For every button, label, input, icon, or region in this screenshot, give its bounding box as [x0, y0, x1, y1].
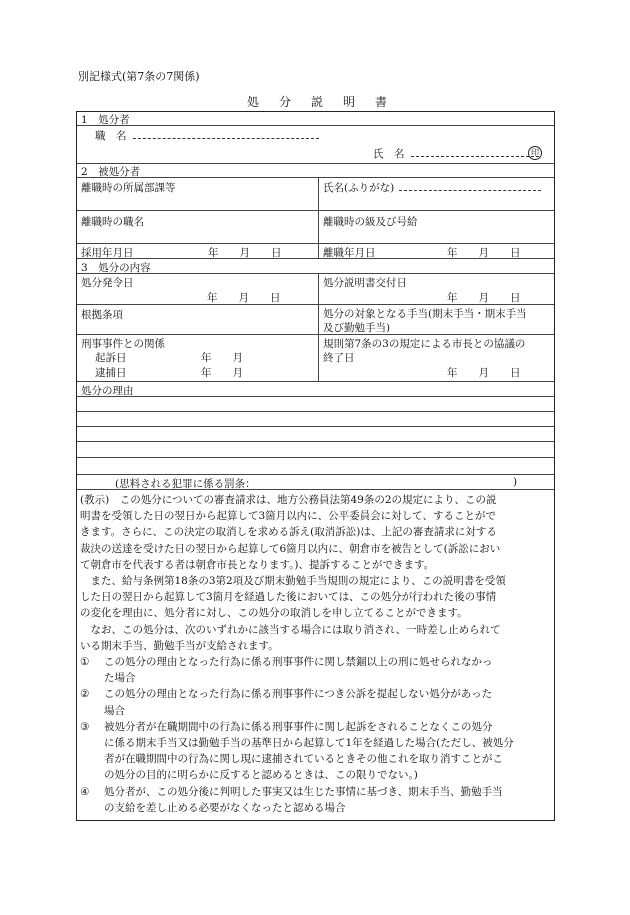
- item-text: 処分者が、この処分後に判明した事実又は生じた事情に基づき、期末手当、勤勉手当: [104, 785, 503, 798]
- list-item: [80, 719, 551, 784]
- section1-heading: 1 処分者: [81, 114, 130, 126]
- leave-post-label: 離職時の職名: [81, 216, 144, 228]
- arrest-date-label: 逮捕日: [95, 367, 127, 379]
- notice-line: きます。さらに、この決定の取消しを求める訴え(取消訴訟)は、上記の審査請求に対する: [80, 526, 497, 539]
- section3-row-criminal: [77, 335, 554, 382]
- leave-date-label: 離職年月日: [323, 247, 376, 259]
- item-marker: ③: [80, 720, 90, 733]
- item-text: 者が在職期間中の行為に関し現に逮捕されているときその他これを取り消すことがこ: [104, 753, 503, 766]
- notice-line: いる期末手当、勤勉手当が支給されます。: [80, 639, 279, 652]
- notice-line: なお、この処分は、次のいずれかに該当する場合には取り消され、一時差し止められて: [90, 623, 501, 636]
- offense-close: ): [513, 476, 518, 488]
- reason-line[interactable]: [77, 427, 554, 442]
- hire-date-value: 年 月 日: [208, 247, 282, 259]
- section3-heading-row: [77, 259, 554, 274]
- section2-row-dates: [77, 244, 554, 259]
- list-item: [80, 654, 551, 686]
- furigana-field[interactable]: [399, 181, 541, 191]
- issue-date-value: 年 月 日: [207, 292, 281, 304]
- reason-line[interactable]: [77, 442, 554, 458]
- item-text: 場合: [104, 704, 125, 717]
- section3-row-basis: [77, 305, 554, 335]
- section2-heading: 2 被処分者: [81, 166, 141, 178]
- consult-label-line2: 終了日: [323, 352, 355, 364]
- notice-line: の変化を理由に、処分者に対し、この処分の取消しを申し立てることができます。: [80, 607, 468, 620]
- section2-heading-row: [77, 164, 554, 178]
- reason-line[interactable]: [77, 397, 554, 412]
- disposer-name-field[interactable]: [411, 147, 539, 157]
- delivery-date-value: 年 月 日: [447, 292, 521, 304]
- document-title: 処分説明書: [246, 95, 407, 109]
- seal-mark: 印: [528, 146, 542, 160]
- item-text: この処分の理由となった行為に係る刑事事件に関し禁錮以上の刑に処せられなかっ: [104, 656, 493, 669]
- item-text: に係る期末手当又は勤勉手当の基準日から起算して1年を経過した場合(ただし、被処分: [104, 737, 514, 750]
- disposer-post-field[interactable]: [133, 129, 319, 139]
- notice-line: した日の翌日から起算して3箇月を経過した後においては、この処分が行われた後の事情: [80, 591, 497, 604]
- issue-date-label: 処分発令日: [81, 277, 134, 289]
- section3-heading: 3 処分の内容: [81, 262, 151, 274]
- target-label-line2: 及び勤勉手当): [323, 322, 391, 334]
- hire-date-label: 採用年月日: [81, 247, 134, 259]
- reason-line[interactable]: [77, 412, 554, 427]
- dept-label: 離職時の所属部課等: [81, 182, 176, 194]
- notice-line: 裁決の送達を受けた日の翌日から起算して6箇月以内に、朝倉市を被告として(訴訟におい: [80, 542, 501, 555]
- delivery-date-label: 処分説明書交付日: [323, 277, 407, 289]
- criminal-case-label: 刑事事件との関係: [81, 338, 165, 350]
- item-text: た場合: [104, 672, 136, 685]
- consult-label-line1: 規則第7条の3の規定による市長との協議の: [323, 338, 526, 350]
- disposer-name-label: 氏 名: [373, 148, 405, 160]
- consult-date-value: 年 月 日: [447, 367, 521, 379]
- leave-date-value: 年 月 日: [447, 247, 521, 259]
- section1-heading-row: [77, 112, 554, 126]
- notice-line: また、給与条例第18条の3第2項及び期末勤勉手当規則の規定により、この説明書を受領: [90, 575, 506, 588]
- section2-row-dept: [77, 178, 554, 211]
- item-marker: ②: [80, 688, 90, 701]
- form-caption: 別記様式(第7条の7関係): [78, 70, 200, 83]
- grade-label: 離職時の級及び号給: [323, 216, 418, 228]
- notice-line: 明書を受領した日の翌日から起算して3箇月以内に、公平委員会に対して、することがで: [80, 510, 496, 523]
- list-item: [80, 686, 551, 718]
- item-text: の処分の目的に明らかに反すると認めるときは、この限りでない。): [104, 769, 418, 782]
- section2-row-post: [77, 211, 554, 244]
- reason-row: [77, 382, 554, 397]
- reason-label: 処分の理由: [81, 385, 134, 397]
- item-text: この処分の理由となった行為に係る刑事事件につき公訴を提起しない処分があった: [104, 688, 493, 701]
- offense-row: [77, 475, 554, 490]
- disposition-form: [76, 111, 555, 821]
- list-item: [80, 784, 551, 816]
- prosecution-date-value: 年 月: [201, 352, 243, 364]
- notice-section: [77, 490, 554, 820]
- target-label-line1: 処分の対象となる手当(期末手当・期末手当: [323, 308, 527, 320]
- furigana-label: 氏名(ふりがな): [323, 182, 395, 194]
- offense-label: (思料される犯罪に係る罰条：: [115, 478, 256, 490]
- prosecution-date-label: 起訴日: [95, 352, 127, 364]
- item-marker: ①: [80, 656, 90, 669]
- section1-body-row: [77, 126, 554, 164]
- item-text: 被処分者が在職期間中の行為に係る刑事事件に関し起訴をされることなくこの処分: [104, 720, 493, 733]
- basis-label: 根拠条項: [81, 309, 123, 321]
- arrest-date-value: 年 月: [201, 367, 243, 379]
- section3-row-issue: [77, 274, 554, 305]
- disposer-post-label: 職 名: [95, 130, 127, 142]
- item-marker: ④: [80, 785, 90, 798]
- item-text: の支給を差し止める必要がなくなったと認める場合: [104, 801, 346, 814]
- notice-line: て朝倉市を代表する者は朝倉市長となります。)、提訴することができます。: [80, 558, 435, 571]
- notice-line: (教示) この処分についての審査請求は、地方公務員法第49条の2の規定により、この説: [80, 494, 497, 506]
- reason-line[interactable]: [77, 458, 554, 475]
